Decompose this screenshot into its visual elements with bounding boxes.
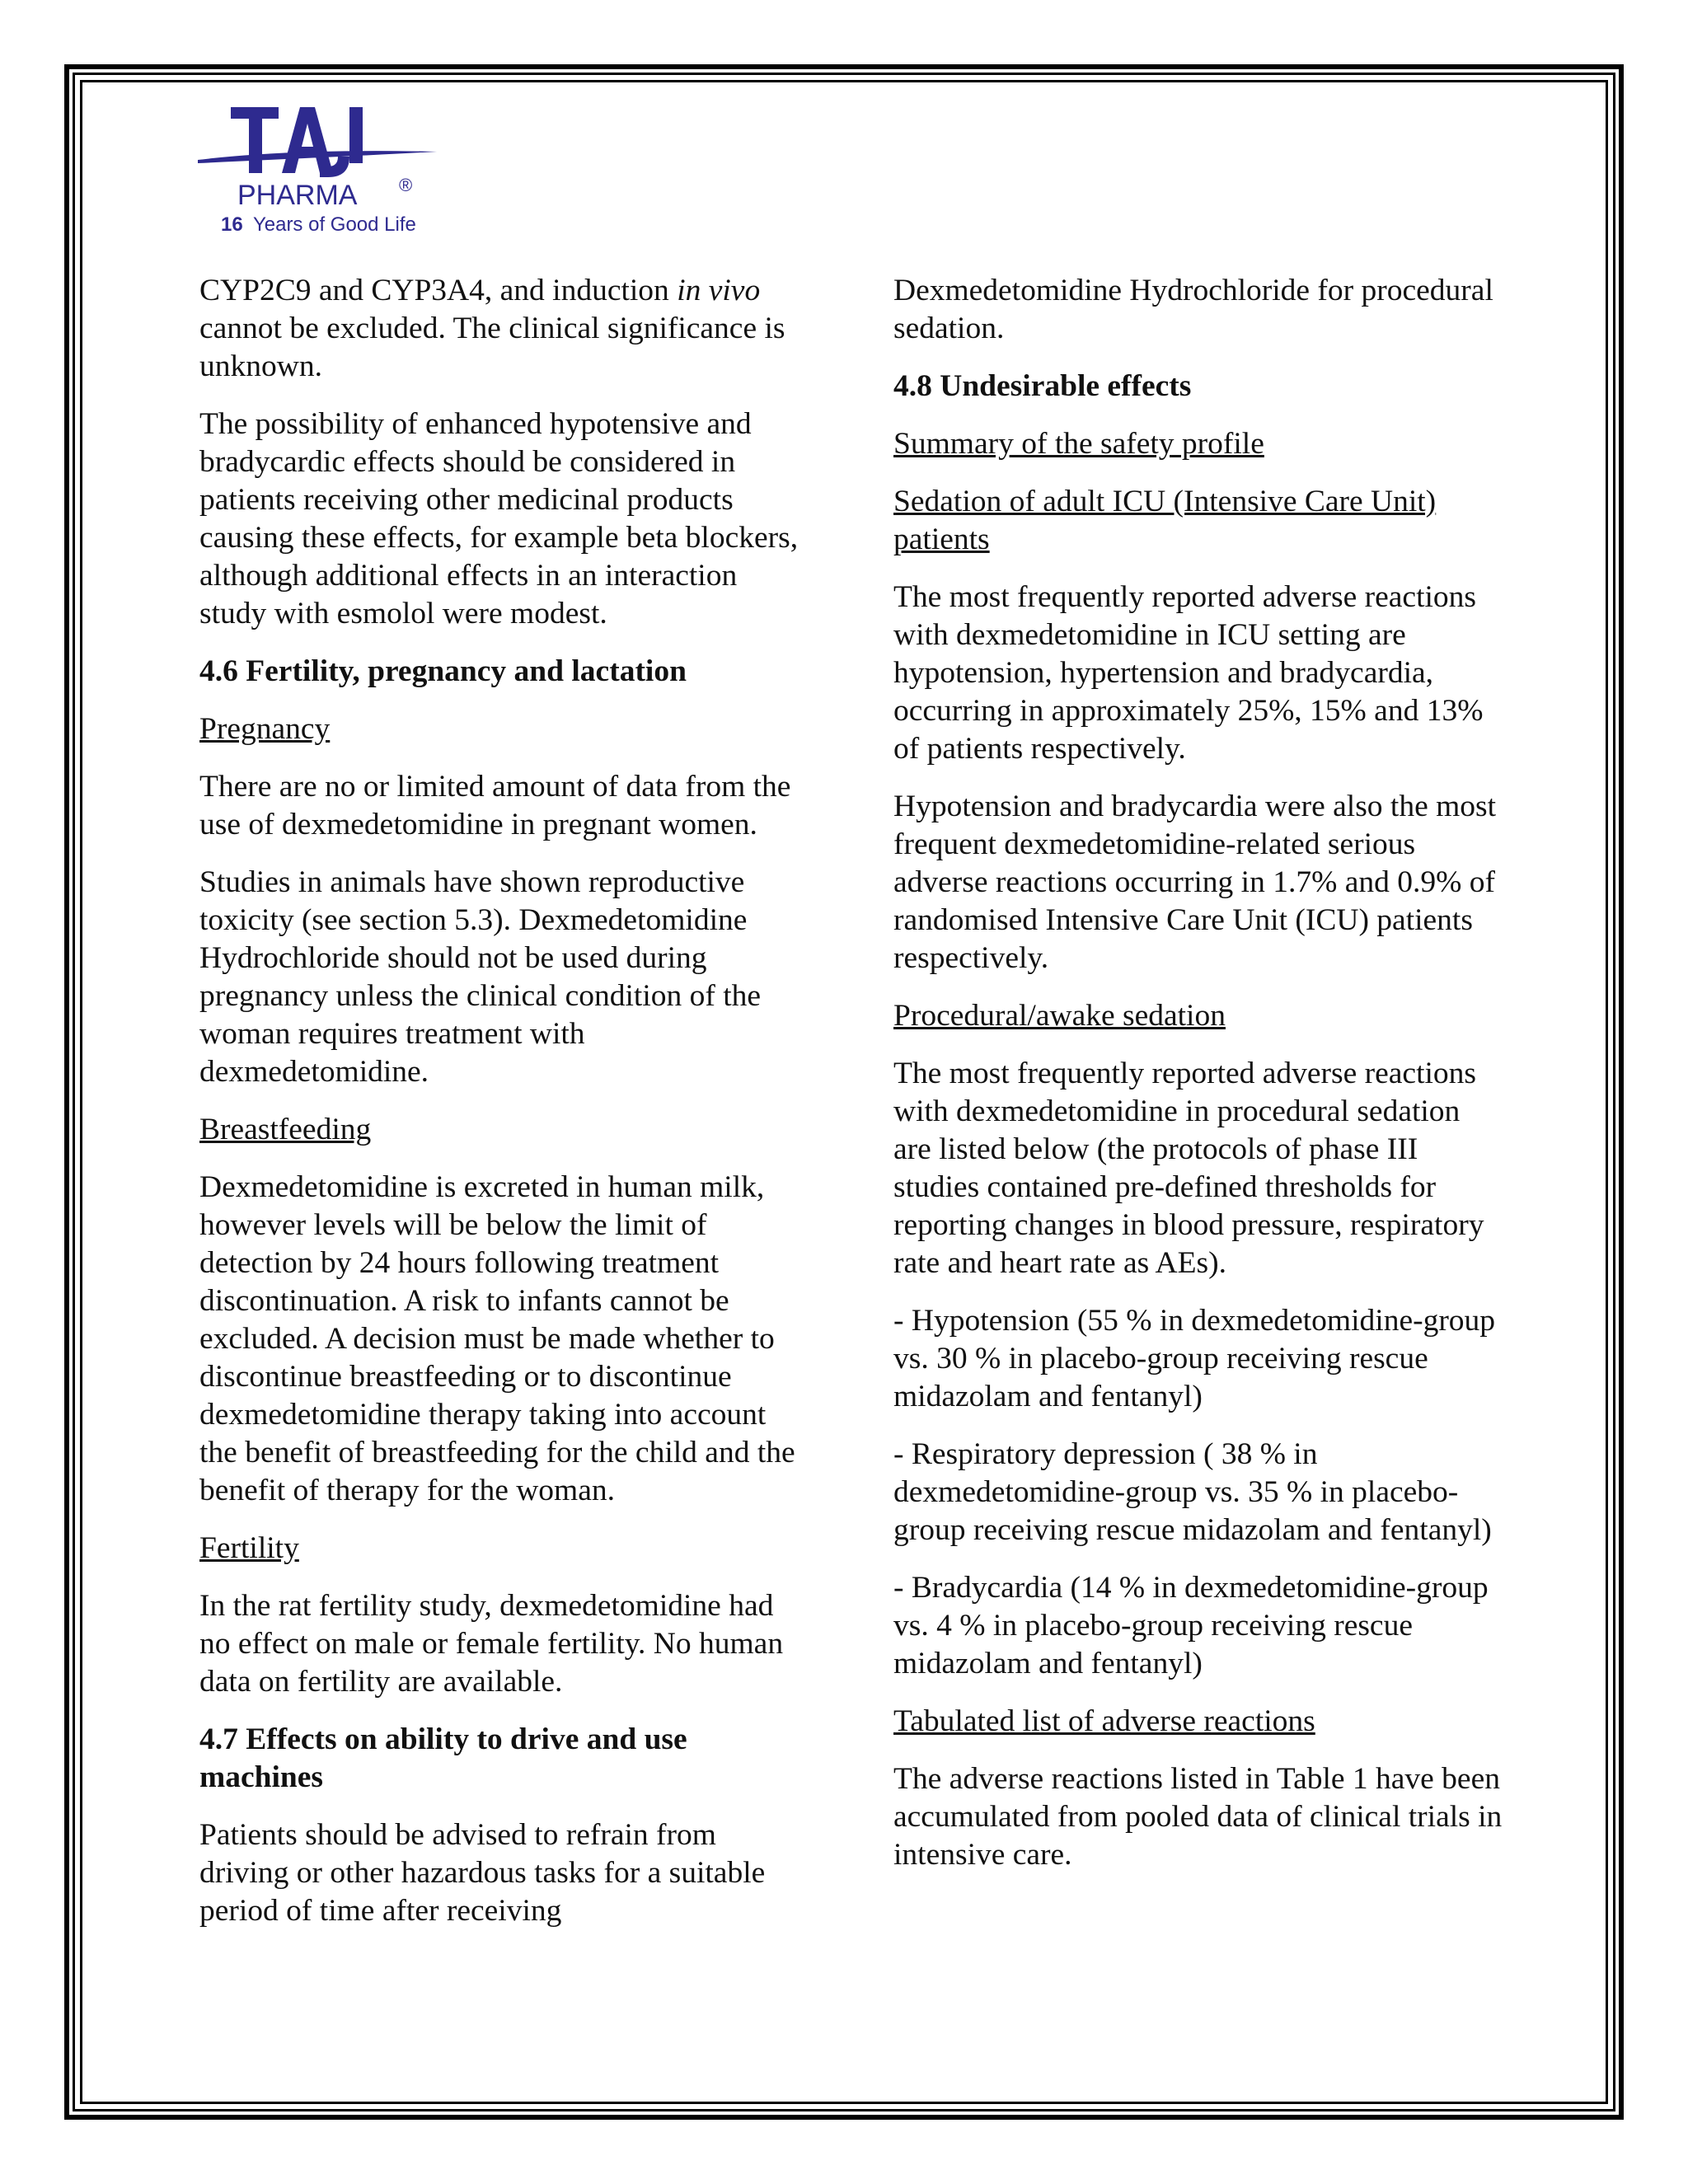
paragraph-driving: Patients should be advised to refrain from driving or other hazardous tasks for a suitable period of time after receiving bbox=[199, 1818, 766, 1928]
paragraph-cyp-induction: CYP2C9 and CYP3A4, and induction in vivo cannot be excluded. The clinical significance is unknown. bbox=[199, 274, 785, 383]
subheading-pregnancy: Pregnancy bbox=[199, 712, 331, 746]
tagline-text: Years of Good Life bbox=[252, 213, 416, 236]
subheading-icu-sedation: Sedation of adult ICU (Intensive Care Unit) patients bbox=[893, 485, 1437, 556]
paragraph-procedural-sedation: Dexmedetomidine Hydrochloride for procedural sedation. bbox=[893, 274, 1493, 345]
paragraph-serious-reactions: Hypotension and bradycardia were also the most frequent dexmedetomidine-related serious adverse reactions occurring in 1.7% and 0.9% of randomised Intensive Care Unit (ICU) patients respectively. bbox=[893, 790, 1497, 975]
subheading-procedural-sedation: Procedural/awake sedation bbox=[893, 999, 1226, 1033]
paragraph-table-1: The adverse reactions listed in Table 1 have been accumulated from pooled data of clinical trials in intensive care. bbox=[893, 1762, 1503, 1872]
list-item-bradycardia: - Bradycardia (14 % in dexmedetomidine-group vs. 4 % in placebo-group receiving rescue midazolam and fentanyl) bbox=[893, 1571, 1489, 1680]
italic-in-vivo: in vivo bbox=[677, 274, 761, 307]
subheading-breastfeeding: Breastfeeding bbox=[199, 1113, 372, 1146]
paragraph-breastfeeding: Dexmedetomidine is excreted in human milk, however levels will be below the limit of detection by 24 hours following treatment discontinuation. A risk to infants cannot be excluded. A decision must be made whether to discontinue breastfeeding or to discontinue dexmedetomidine therapy taking into account the benefit of breastfeeding for the child and the benefit of therapy for the woman. bbox=[199, 1170, 795, 1507]
paragraph-procedural-reactions: The most frequently reported adverse reactions with dexmedetomidine in procedural sedation are listed below (the protocols of phase III studies contained pre-defined thresholds for reporting changes in blood pressure, respiratory rate and heart rate as AEs). bbox=[893, 1057, 1484, 1280]
left-column bbox=[199, 272, 809, 1950]
heading-4-7: 4.7 Effects on ability to drive and use machines bbox=[199, 1722, 687, 1794]
paragraph-fertility: In the rat fertility study, dexmedetomidine had no effect on male or female fertility. No human data on fertility are available. bbox=[199, 1589, 784, 1699]
list-item-hypotension: - Hypotension (55 % in dexmedetomidine-group vs. 30 % in placebo-group receiving rescue midazolam and fentanyl) bbox=[893, 1304, 1496, 1413]
right-column bbox=[893, 272, 1503, 1894]
paragraph-animal-studies: Studies in animals have shown reproductive toxicity (see section 5.3). Dexmedetomidine Hydrochloride should not be used during pregnancy unless the clinical condition of the woman requires treatment with dexmedetomidine. bbox=[199, 865, 762, 1089]
heading-4-6: 4.6 Fertility, pregnancy and lactation bbox=[199, 654, 687, 688]
logo-name: PHARMA bbox=[237, 180, 358, 211]
paragraph-icu-reactions: The most frequently reported adverse reactions with dexmedetomidine in ICU setting are hypotension, hypertension and bradycardia, occurring in approximately 25%, 15% and 13% of patients respectively. bbox=[893, 580, 1484, 766]
registered-mark: ® bbox=[399, 175, 413, 195]
heading-4-8: 4.8 Undesirable effects bbox=[893, 369, 1192, 403]
taj-pharma-logo bbox=[196, 99, 468, 239]
subheading-fertility: Fertility bbox=[199, 1531, 299, 1565]
svg-text:16 Years of Good Life bbox=[221, 213, 416, 236]
list-item-respiratory-depression: - Respiratory depression ( 38 % in dexmedetomidine-group vs. 35 % in placebo-group receiving rescue midazolam and fentanyl) bbox=[893, 1437, 1492, 1547]
paragraph-pregnancy-data: There are no or limited amount of data from the use of dexmedetomidine in pregnant women. bbox=[199, 770, 791, 841]
subheading-safety-profile: Summary of the safety profile bbox=[893, 427, 1264, 461]
paragraph-hypotensive-effects: The possibility of enhanced hypotensive and bradycardic effects should be considered in patients receiving other medicinal products causing these effects, for example beta blockers, although additional effects in an interaction study with esmolol were modest. bbox=[199, 407, 799, 630]
subheading-tabulated-list: Tabulated list of adverse reactions bbox=[893, 1704, 1315, 1738]
tagline-number: 16 bbox=[221, 213, 243, 236]
